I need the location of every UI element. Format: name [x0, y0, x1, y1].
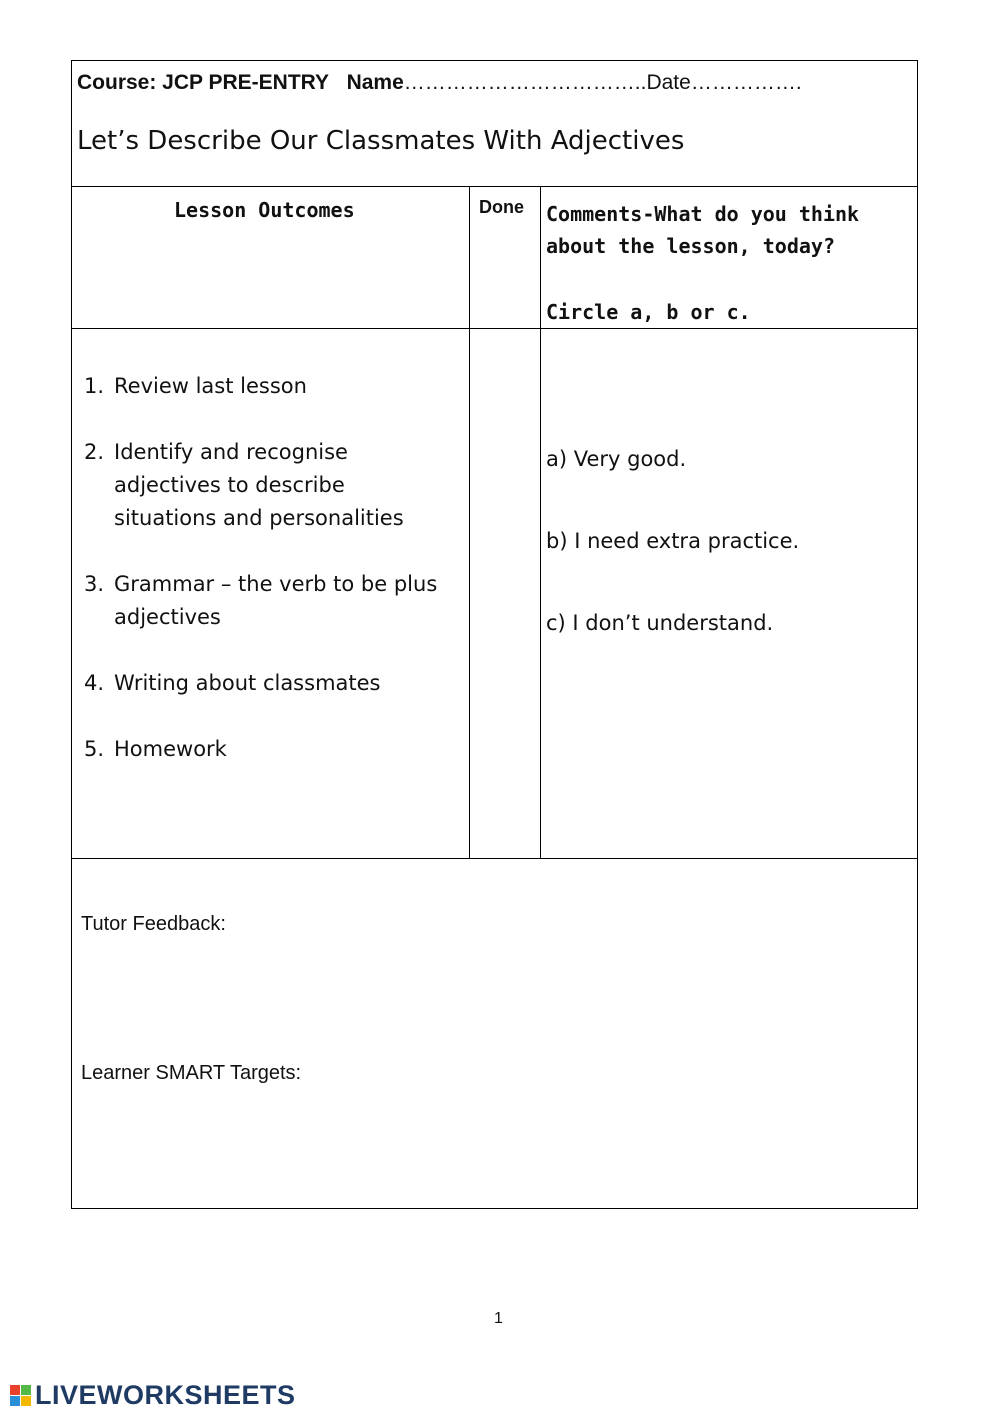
- worksheet-title: Let’s Describe Our Classmates With Adjectives: [77, 126, 685, 156]
- outcome-number: 3.: [84, 572, 105, 596]
- list-item: [84, 436, 464, 535]
- list-item: [84, 667, 464, 700]
- course-label: Course: JCP PRE-ENTRY: [77, 71, 330, 94]
- outcomes-heading: Lesson Outcomes: [174, 198, 355, 222]
- smart-targets-label: Learner SMART Targets:: [81, 1062, 302, 1084]
- date-label: Date: [646, 71, 691, 94]
- choice-b[interactable]: b) I need extra practice.: [546, 529, 800, 553]
- list-item: [84, 733, 464, 766]
- comments-heading-line2: about the lesson, today?: [546, 234, 835, 258]
- outcome-number: 2.: [84, 440, 105, 464]
- outcome-text: Writing about classmates: [114, 671, 381, 695]
- lesson-record-sheet: [71, 60, 918, 1209]
- date-blank: …………….: [690, 71, 802, 94]
- outcome-text: Grammar – the verb to be plus adjectives: [114, 572, 438, 629]
- comments-instruction: Circle a, b or c.: [546, 300, 751, 324]
- outcome-number: 5.: [84, 737, 105, 761]
- choice-a[interactable]: a) Very good.: [546, 447, 687, 471]
- liveworksheets-icon: [10, 1385, 32, 1407]
- done-heading: Done: [479, 197, 524, 217]
- column-divider: [540, 187, 541, 859]
- outcome-text: Homework: [114, 737, 227, 761]
- comments-heading-line1: Comments-What do you think: [546, 202, 860, 226]
- outcome-text: Identify and recognise adjectives to describe situations and personalities: [114, 440, 404, 530]
- header-line: [77, 71, 802, 95]
- brand-logo: [10, 1380, 296, 1411]
- name-blank: ……………………………..: [403, 71, 647, 94]
- divider: [72, 186, 917, 187]
- outcome-number: 1.: [84, 374, 105, 398]
- tutor-feedback-label: Tutor Feedback:: [81, 913, 226, 935]
- name-label: Name: [346, 71, 404, 94]
- list-item: [84, 568, 464, 634]
- outcome-text: Review last lesson: [114, 374, 307, 398]
- list-item: [84, 370, 464, 403]
- divider: [72, 858, 917, 859]
- page-number: 1: [494, 1310, 503, 1327]
- brand-name: LIVEWORKSHEETS: [35, 1380, 296, 1410]
- comments-heading: [546, 198, 859, 328]
- outcomes-list: [84, 370, 464, 799]
- choice-c[interactable]: c) I don’t understand.: [546, 611, 774, 635]
- outcomes-cell: [72, 328, 469, 858]
- done-cell[interactable]: [470, 329, 540, 858]
- outcome-number: 4.: [84, 671, 105, 695]
